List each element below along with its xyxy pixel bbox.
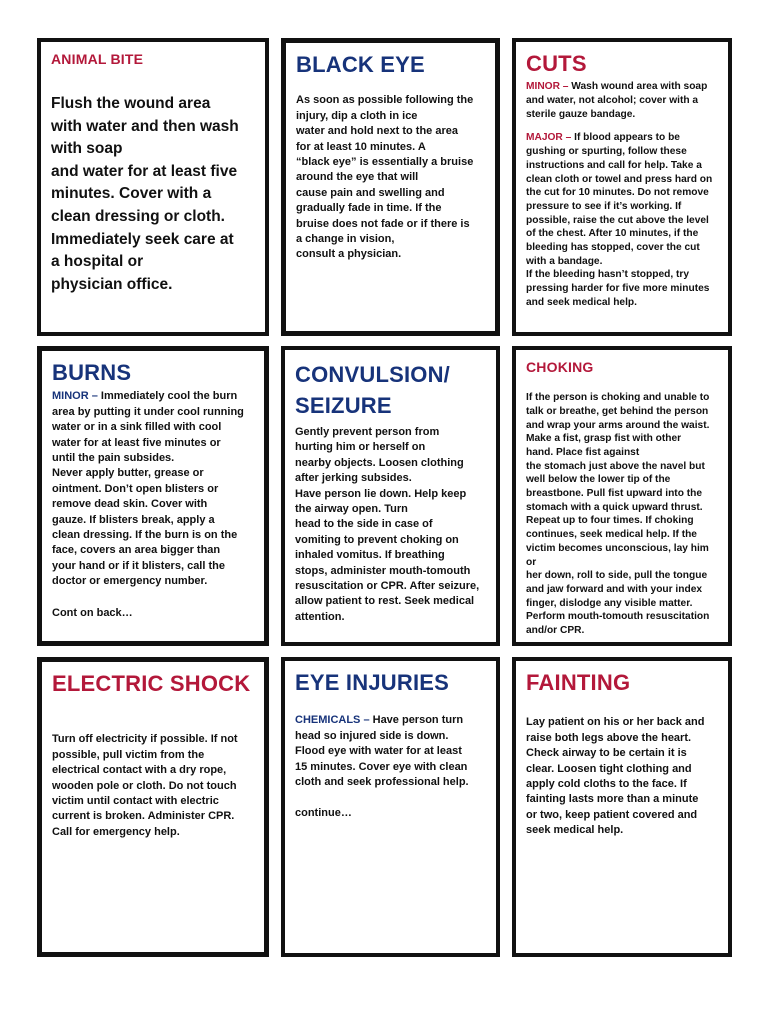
card-cuts [512, 38, 732, 336]
major-text: If blood appears to be gushing or spurting, follow these instructions and call for help. Take a clean cloth or towel and press hard on the cut for 10 minutes. Do not remove pressure to see if it’s working. If possible, raise the cut above the level of the chest. After 10 minutes, if the bleeding has stopped, cover the cut with a bandage. If the bleeding hasn’t stopped, try pressing harder for five more minutes and seek medical help. [526, 132, 713, 308]
cuts-minor [526, 80, 718, 121]
card-body: If the person is choking and unable to talk or breathe, get behind the person and wrap your arms around the waist. Make a fist, grasp fist with other hand. Place fist against the stomach just above the navel but well below the lower tip of the breastbone. Pull fist upward into the stomach with a quick upward thrust. Repeat up to four times. If choking continues, seek medical help. If the victim becomes unconscious, lay him or her down, roll to side, pull the tongue and jaw forward and with your index finger, dislodge any visible matter. Perform mouth-tomouth resuscitation and/or CPR. [526, 392, 710, 637]
card-title-line2: SEIZURE [295, 393, 392, 418]
card-fainting [512, 657, 732, 957]
chemicals-text: Have person turn head so injured side is down. Flood eye with water for at least 15 minutes. Cover eye with clean cloth and seek professional help. [295, 714, 469, 788]
major-label: MAJOR – [526, 132, 572, 144]
card-black-eye [281, 38, 500, 336]
card-burns [37, 346, 269, 646]
card-body: Flush the wound area with water and then wash with soap and water for at least five minutes. Cover with a clean dressing or cloth. Immediately seek care at a hospital or physician office. [51, 95, 239, 293]
card-title: FAINTING [526, 670, 631, 695]
card-title: BURNS [52, 360, 132, 385]
card-title: CHOKING [526, 359, 594, 375]
card-title: CUTS [526, 51, 587, 76]
burns-body [52, 389, 254, 589]
cuts-major [526, 131, 718, 309]
card-title-line1: CONVULSION/ [295, 362, 450, 387]
card-body: Gently prevent person from hurting him or herself on nearby objects. Loosen clothing after jerking subsides. Have person lie down. Help keep the airway open. Turn head to the side in case of vomiting to prevent choking on inhaled vomitus. If breathing stops, administer mouth-tomouth resuscitation or CPR. After seizure, allow patient to rest. Seek medical attention. [295, 426, 480, 623]
minor-label: MINOR – [526, 81, 569, 93]
card-body: Turn off electricity if possible. If not possible, pull victim from the electrical contact with a dry rope, wooden pole or cloth. Do not touch victim until contact with electric current is broken. Administer CPR. Call for emergency help. [52, 733, 238, 838]
card-eye-injuries [281, 657, 500, 957]
card-title: ANIMAL BITE [51, 51, 144, 67]
chemicals-label: CHEMICALS – [295, 714, 370, 727]
card-title: ELECTRIC SHOCK [52, 671, 251, 696]
continue-note: Cont on back… [52, 606, 133, 619]
eye-chemicals [295, 713, 486, 790]
card-body: Lay patient on his or her back and raise both legs above the heart. Check airway to be certain it is clear. Loosen tight clothing and apply cold cloths to the face. If fainting lasts more than a minute or two, keep patient covered and seek medical help. [526, 716, 705, 837]
card-electric-shock [37, 657, 269, 957]
card-title: BLACK EYE [296, 52, 425, 77]
continue-note: continue… [295, 807, 352, 820]
minor-label: MINOR – [52, 390, 98, 403]
card-choking [512, 346, 732, 646]
minor-text: Wash wound area with soap and water, not alcohol; cover with a sterile gauze bandage. [526, 81, 708, 120]
card-convulsion-seizure [281, 346, 500, 646]
card-animal-bite [37, 38, 269, 336]
card-title: EYE INJURIES [295, 670, 450, 695]
minor-text: Immediately cool the burn area by putting it under cool running water or in a sink filled with cool water for at least five minutes or until the pain subsides. Never apply butter, grease or ointment. Don’t open blisters or remove dead skin. Cover with gauze. If blisters break, apply a clean dressing. If the burn is on the face, covers an area bigger than your hand or if it blisters, call the doctor or emergency number. [52, 390, 244, 588]
card-body: As soon as possible following the injury, dip a cloth in ice water and hold next to the area for at least 10 minutes. A “black eye” is essentially a bruise around the eye that will cause pain and swelling and gradually fade in time. If the bruise does not fade or if there is a change in vision, consult a physician. [296, 94, 474, 261]
